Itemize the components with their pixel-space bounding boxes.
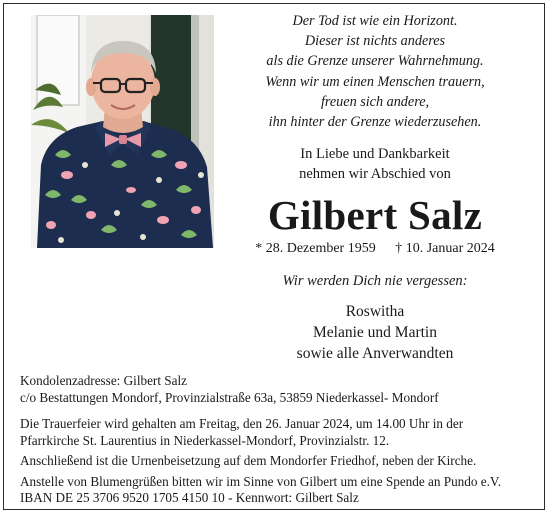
mourner: sowie alle Anverwandten bbox=[296, 345, 454, 363]
mourner: Melanie und Martin bbox=[313, 324, 437, 342]
farewell-line: nehmen wir Abschied von bbox=[299, 166, 451, 183]
poem-line: ihn hinter der Grenze wiederzusehen. bbox=[268, 114, 482, 131]
death-date: † 10. Januar 2024 bbox=[395, 241, 495, 257]
deceased-name: Gilbert Salz bbox=[267, 192, 483, 239]
portrait-photo bbox=[31, 15, 214, 248]
poem bbox=[222, 11, 528, 132]
poem-line: freuen sich andere, bbox=[320, 93, 430, 110]
service-info: Die Trauerfeier wird gehalten am Freitag, den 26. Januar 2024, um 14.00 Uhr in der bbox=[20, 416, 464, 431]
burial-info: Anschließend ist die Urnenbeisetzung auf dem Mondorfer Friedhof, neben der Kirche. bbox=[20, 453, 477, 468]
mourner: Roswitha bbox=[345, 303, 405, 321]
birth-date: * 28. Dezember 1959 bbox=[255, 241, 376, 257]
condolence-address: c/o Bestattungen Mondorf, Provinzialstraße 63a, 53859 Niederkassel- Mondorf bbox=[20, 389, 439, 405]
life-dates bbox=[222, 240, 528, 258]
remembrance-line: Wir werden Dich nie vergessen: bbox=[282, 273, 468, 290]
poem-line: Wenn wir um einen Menschen trauern, bbox=[265, 73, 485, 90]
main-text-column bbox=[222, 11, 528, 364]
poem-line: Dieser ist nichts anderes bbox=[304, 33, 446, 50]
service-location: Pfarrkirche St. Laurentius in Niederkassel-Mondorf, Provinzialstr. 12. bbox=[20, 432, 390, 448]
donation-iban: IBAN DE 25 3706 9520 1705 4150 10 - Kennwort: Gilbert Salz bbox=[20, 490, 359, 505]
condolence-address-title: Kondolenzadresse: Gilbert Salz bbox=[20, 373, 187, 388]
poem-line: als die Grenze unserer Wahrnehmung. bbox=[266, 53, 484, 70]
donation-request: Anstelle von Blumengrüßen bitten wir im Sinne von Gilbert um eine Spende an Pundo e.V. bbox=[20, 473, 502, 489]
mourners-list bbox=[222, 301, 528, 364]
poem-line: Der Tod ist wie ein Horizont. bbox=[292, 13, 458, 29]
farewell-line: In Liebe und Dankbarkeit bbox=[300, 146, 450, 163]
farewell-text bbox=[222, 144, 528, 184]
details-section bbox=[20, 373, 532, 507]
